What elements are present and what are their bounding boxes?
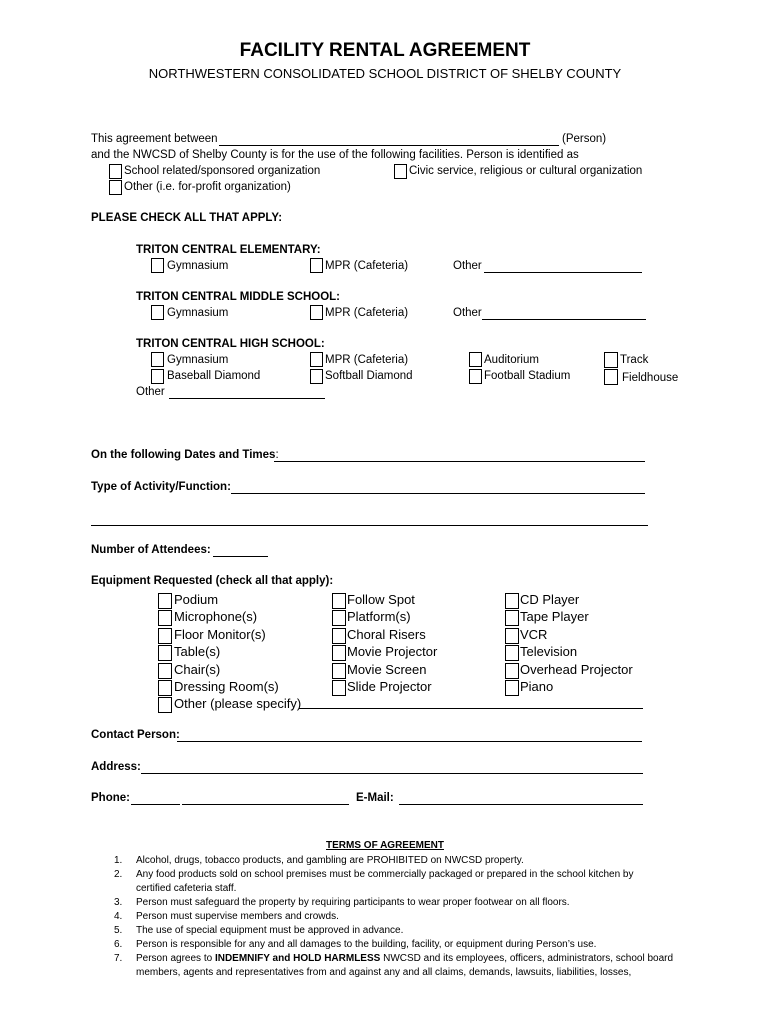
email-label: E-Mail: [356,792,394,804]
other-org-checkbox[interactable] [109,180,122,195]
term-text: Person must supervise members and crowds. [136,911,339,922]
terms-heading: TERMS OF AGREEMENT [326,840,444,851]
equipment-label: Microphone(s) [174,609,258,625]
civic-service-label: Civic service, religious or cultural organization [409,165,643,177]
equipment-label: Follow Spot [347,592,415,607]
term-text-bold: INDEMNIFY and HOLD HARMLESS [214,953,381,964]
intro-line-2: and the NWCSD of Shelby County is for the use of the following facilities. Person is identified as [91,149,579,161]
term-text-pre: Person agrees to [136,953,215,964]
activity-field[interactable] [231,493,645,494]
high-track-label: Track [620,354,649,366]
high-other-field[interactable] [169,398,325,399]
high-other-label: Other [136,386,165,398]
high-football-label: Football Stadium [484,370,571,382]
equipment-label: Overhead Projector [520,661,633,677]
attendees-label: Number of Attendees: [91,544,211,556]
high-heading: TRITON CENTRAL HIGH SCHOOL: [136,338,325,350]
equipment-label: Floor Monitor(s) [174,626,266,642]
term-text: Person is responsible for any and all damages to the building, facility, or equipment during Person’s use. [136,939,597,950]
person-label: (Person) [562,133,607,145]
equipment-label: Other (please specify) [174,696,302,712]
equipment-checkbox[interactable] [332,593,346,609]
term-number: 7. [114,953,123,964]
term-number: 5. [114,925,123,936]
equipment-checkbox[interactable] [505,663,519,679]
equipment-checkbox[interactable] [505,680,519,696]
equipment-label: CD Player [520,592,580,607]
elementary-gym-label: Gymnasium [167,260,229,272]
term-text: Person must safeguard the property by requiring participants to wear proper footwear on all floors. [136,897,570,908]
equipment-label: Movie Screen [347,661,427,677]
equipment-checkbox[interactable] [158,593,172,609]
equipment-checkbox[interactable] [332,645,346,661]
term-number: 4. [114,911,123,922]
middle-other-field[interactable] [482,319,646,320]
address-field[interactable] [141,773,643,774]
attendees-field[interactable] [213,556,268,557]
equipment-checkbox[interactable] [158,680,172,696]
high-auditorium-checkbox[interactable] [469,352,482,367]
equipment-checkbox[interactable] [332,628,346,644]
equipment-other-field[interactable] [299,708,643,709]
elementary-other-field[interactable] [484,272,642,273]
equipment-checkbox[interactable] [505,628,519,644]
middle-heading: TRITON CENTRAL MIDDLE SCHOOL: [136,291,341,303]
district-name: NORTHWESTERN CONSOLIDATED SCHOOL DISTRICT OF SHELBY COUNTY [148,66,622,81]
term-text: Alcohol, drugs, tobacco products, and gambling are PROHIBITED on NWCSD property. [136,855,524,866]
term-text-continued: members, agents and representatives from and against any and all claims, demands, lawsuits, liabilities, losses, [136,967,632,978]
high-football-checkbox[interactable] [469,369,482,384]
term-number: 3. [114,897,123,908]
phone-field-part-1[interactable] [131,804,180,805]
equipment-label: Platform(s) [347,609,411,625]
equipment-checkbox[interactable] [158,645,172,661]
contact-field[interactable] [177,741,642,742]
high-gym-checkbox[interactable] [151,352,164,367]
middle-mpr-label: MPR (Cafeteria) [325,307,409,319]
equipment-checkbox[interactable] [158,628,172,644]
high-track-checkbox[interactable] [604,352,618,368]
dates-label: On the following Dates and Times: [91,449,279,461]
equipment-checkbox[interactable] [505,610,519,626]
term-text-post: NWCSD and its employees, officers, administrators, school board [380,953,674,964]
equipment-checkbox[interactable] [158,663,172,679]
equipment-label: Piano [520,679,554,694]
address-label: Address: [91,761,141,773]
high-mpr-checkbox[interactable] [310,352,323,367]
high-gym-label: Gymnasium [167,354,229,366]
equipment-label: Chair(s) [174,661,221,677]
equipment-heading: Equipment Requested (check all that apply): [91,575,334,587]
phone-label: Phone: [91,792,130,804]
high-fieldhouse-checkbox[interactable] [604,369,618,385]
term-text-continued: certified cafeteria staff. [136,883,237,894]
equipment-checkbox[interactable] [505,593,519,609]
middle-mpr-checkbox[interactable] [310,305,323,320]
term-text [136,953,673,964]
equipment-checkbox[interactable] [332,680,346,696]
elementary-heading: TRITON CENTRAL ELEMENTARY: [136,244,321,256]
dates-field[interactable] [274,461,645,462]
high-baseball-checkbox[interactable] [151,369,164,384]
activity-field-line-2[interactable] [91,525,648,526]
contact-label: Contact Person: [91,729,180,741]
person-name-field[interactable] [219,145,559,146]
equipment-checkbox[interactable] [158,610,172,626]
equipment-label: Tape Player [520,609,589,625]
email-field[interactable] [399,804,643,805]
middle-gym-label: Gymnasium [167,307,229,319]
high-fieldhouse-label: Fieldhouse [622,372,679,384]
equipment-label: Podium [174,592,219,607]
high-softball-label: Softball Diamond [325,370,413,382]
activity-label: Type of Activity/Function: [91,481,231,493]
equipment-label: VCR [520,626,548,642]
term-number: 2. [114,869,123,880]
high-auditorium-label: Auditorium [484,354,539,366]
term-text: Any food products sold on school premises must be commercially packaged or prepared in the school kitchen by [136,869,634,880]
equipment-checkbox[interactable] [332,610,346,626]
middle-gym-checkbox[interactable] [151,305,164,320]
other-org-label: Other (i.e. for-profit organization) [124,181,291,193]
elementary-other-label: Other [453,260,482,272]
form-title: FACILITY RENTAL AGREEMENT [239,40,531,61]
elementary-mpr-label: MPR (Cafeteria) [325,260,409,272]
school-related-checkbox[interactable] [109,164,122,179]
equipment-label: Slide Projector [347,679,432,694]
high-baseball-label: Baseball Diamond [167,370,261,382]
equipment-checkbox[interactable] [158,697,172,713]
elementary-mpr-checkbox[interactable] [310,258,323,273]
phone-field-part-2[interactable] [182,804,349,805]
equipment-label: Television [520,644,578,660]
school-related-label: School related/sponsored organization [124,165,321,177]
elementary-gym-checkbox[interactable] [151,258,164,273]
equipment-label: Choral Risers [347,626,426,642]
equipment-checkbox[interactable] [505,645,519,661]
term-number: 1. [114,855,123,866]
term-number: 6. [114,939,123,950]
equipment-label: Dressing Room(s) [174,679,279,694]
middle-other-label: Other [453,307,482,319]
equipment-label: Table(s) [174,644,221,660]
check-all-heading: PLEASE CHECK ALL THAT APPLY: [91,212,283,224]
equipment-checkbox[interactable] [332,663,346,679]
agreement-between-label: This agreement between [91,133,218,145]
civic-service-checkbox[interactable] [394,164,407,179]
term-text: The use of special equipment must be approved in advance. [136,925,404,936]
equipment-label: Movie Projector [347,644,438,660]
high-mpr-label: MPR (Cafeteria) [325,354,409,366]
high-softball-checkbox[interactable] [310,369,323,384]
